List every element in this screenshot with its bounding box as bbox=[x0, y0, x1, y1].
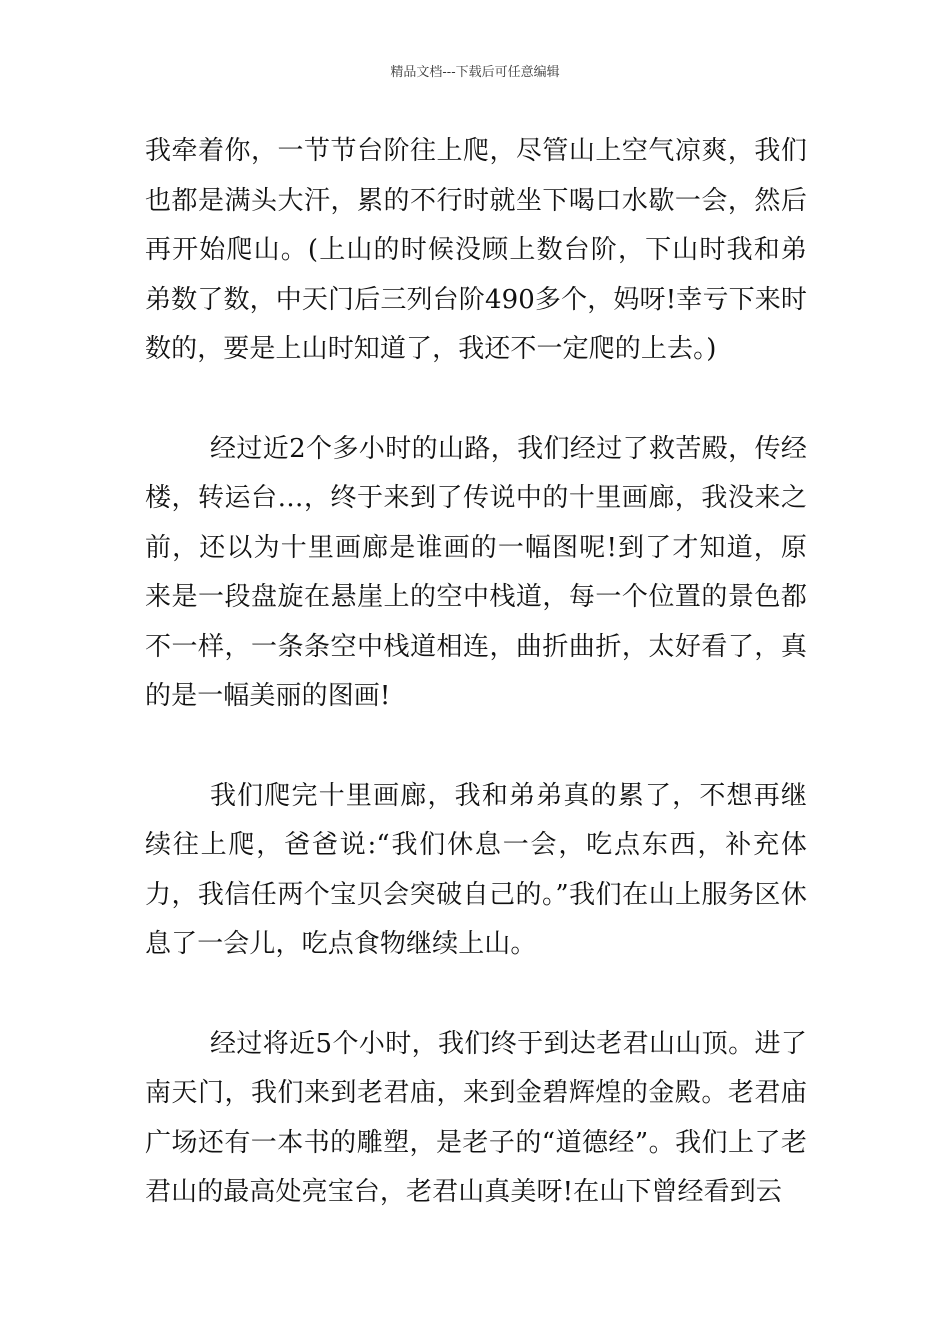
paragraph-2: 经过近2个多小时的山路，我们经过了救苦殿，传经楼，转运台…，终于来到了传说中的十里画廊，我没来之前，还以为十里画廊是谁画的一幅图呢!到了才知道，原来是一段盘旋在悬崖上的空中栈道，每一个位置的景色都不一样，一条条空中栈道相连，曲折曲折，太好看了，真的是一幅美丽的图画! bbox=[145, 433, 807, 711]
paragraph-3: 我们爬完十里画廊，我和弟弟真的累了，不想再继续往上爬，爸爸说:“我们休息一会，吃点东西，补充体力，我信任两个宝贝会突破自己的。”我们在山上服务区休息了一会儿，吃点食物继续上山。 bbox=[145, 780, 807, 959]
paragraph-gap bbox=[145, 970, 807, 1020]
paragraph-4: 经过将近5个小时，我们终于到达老君山山顶。进了南天门，我们来到老君庙，来到金碧辉煌的金殿。老君庙广场还有一本书的雕塑，是老子的“道德经”。我们上了老君山的最高处亮宝台，老君山真美呀!在山下曾经看到云 bbox=[145, 1028, 807, 1207]
paragraph-gap bbox=[145, 375, 807, 425]
document-body bbox=[145, 127, 807, 1218]
paragraph-1: 我牵着你，一节节台阶往上爬，尽管山上空气凉爽，我们也都是满头大汗，累的不行时就坐下喝口水歇一会，然后再开始爬山。(上山的时候没顾上数台阶，下山时我和弟弟数了数，中天门后三列台阶490多个，妈呀!幸亏下来时数的，要是上山时知道了，我还不一定爬的上去。) bbox=[145, 136, 807, 364]
page-header: 精品文档---下载后可任意编辑 bbox=[390, 65, 560, 80]
paragraph-gap bbox=[145, 722, 807, 772]
